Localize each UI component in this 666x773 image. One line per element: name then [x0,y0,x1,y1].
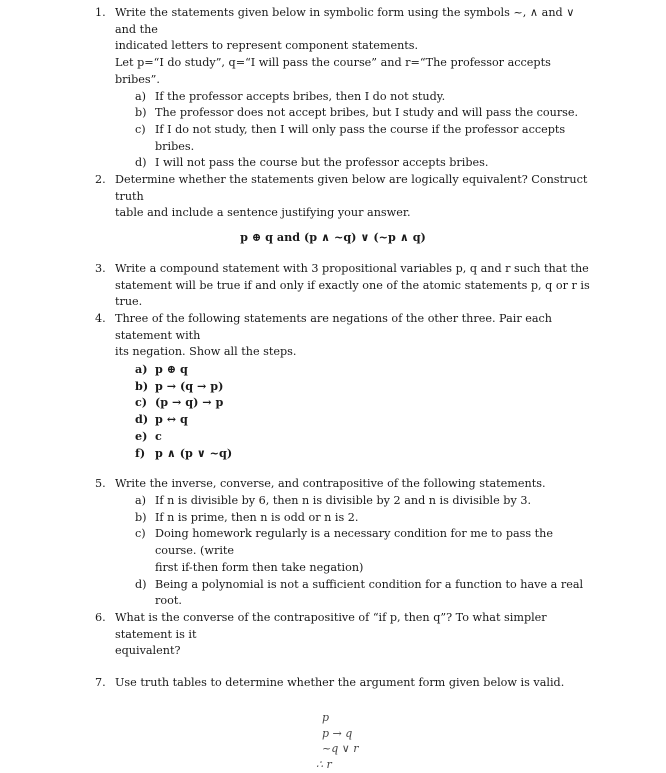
question-text-line: Use truth tables to determine whether the argument form given below is valid. [115,676,565,690]
argument-form [0,696,666,771]
q5-item-c: c) Doing homework regularly is a necessary condition for me to pass the course. (write first if-then form then take negation) [135,527,554,574]
q5-item-d: d) Being a polynomial is not a sufficient condition for a function to have a real root. [135,577,584,608]
equivalence-formula: p ⊕ q and (p ∧ ~q) ∨ (~p ∧ q) [240,230,426,245]
conclusion: ∴ r [316,757,332,771]
q1-item-c: c) If I do not study, then I will only pass the course if the professor accepts bribes. [135,122,566,153]
question-text-line: its negation. Show all the steps. [115,345,297,359]
question-text-line: Let p=“I do study”, q=“I will pass the course” and r=“The professor accepts bribes”. [115,56,551,86]
question-2 [0,172,595,261]
question-7 [0,675,595,692]
question-text-line: statement will be true if and only if exactly one of the atomic statements p, q or r is true. [115,278,590,309]
question-number: 3. [95,261,106,275]
question-text-line: Three of the following statements are negations of the other three. Pair each statement with [115,311,552,342]
question-text-line: Write the statements given below in symbolic form using the symbols ~, ∧ and ∨ and the [115,6,575,36]
q1-item-a: a) If the professor accepts bribes, then I do not study. [135,89,446,103]
question-number: 5. [95,477,106,491]
question-text-line: Write the inverse, converse, and contrapositive of the following statements. [115,477,546,491]
q1-item-b: b) The professor does not accept bribes, but I study and will pass the course. [135,106,579,120]
q4-item-f: f) p ∧ (p ∨ ~q) [135,445,233,460]
question-1 [0,5,595,89]
question-text-line: Write a compound statement with 3 propositional variables p, q and r such that the [115,261,589,275]
question-text-line: Determine whether the statements given below are logically equivalent? Construct truth [115,173,588,203]
q4-item-a: a) p ⊕ q [135,362,188,377]
question-6 [0,610,595,660]
question-5 [0,476,595,493]
question-number: 1. [95,6,106,19]
question-number: 2. [95,173,106,187]
question-number: 4. [95,311,106,325]
premise-3: ~q ∨ r [322,741,359,755]
q5-item-b: b) If n is prime, then n is odd or n is 2. [135,510,359,524]
premise-1: p [322,710,330,724]
premise-2: p → q [322,726,353,740]
q5-item-a: a) If n is divisible by 6, then n is divisible by 2 and n is divisible by 3. [135,493,532,507]
question-number: 7. [95,676,106,690]
question-4 [0,311,595,361]
question-text-line: indicated letters to represent component statements. [115,39,419,53]
exercise-sheet [0,5,666,771]
q4-item-c: c) (p → q) → p [135,395,224,410]
question-text-line: What is the converse of the contrapositive of “if p, then q”? To what simpler statement is it [115,610,547,641]
question-text-line: table and include a sentence justifying your answer. [115,206,411,220]
q4-item-d: d) p ↔ q [135,412,188,427]
q1-item-d: d) I will not pass the course but the professor accepts bribes. [135,156,489,170]
question-number: 6. [95,610,106,624]
q4-item-b: b) p → (q → p) [135,378,224,393]
question-3 [0,261,595,311]
question-text-line: equivalent? [115,644,181,658]
q4-item-e: e) c [135,428,162,443]
